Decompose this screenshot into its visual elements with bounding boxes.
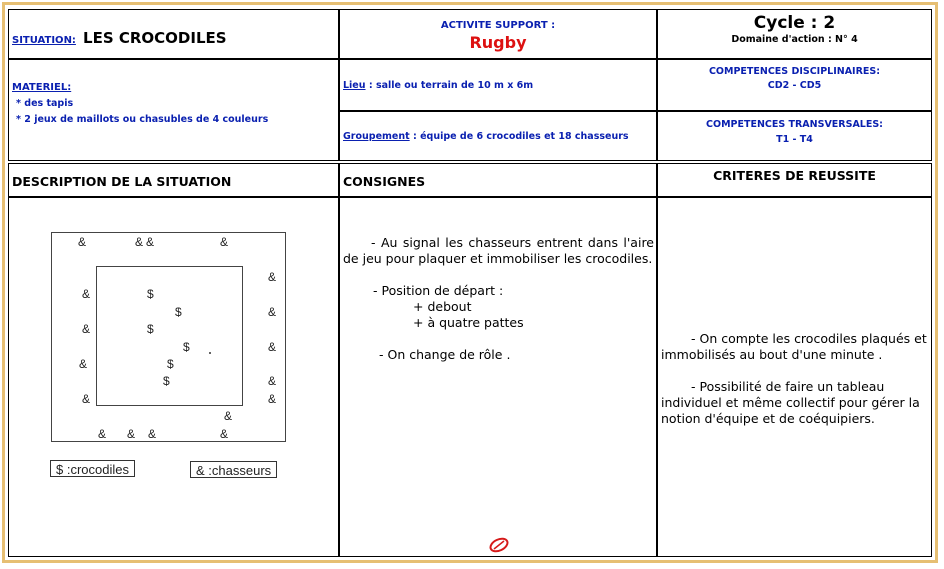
description-header-cell [8, 163, 339, 197]
crocodile-symbol: $ [183, 340, 190, 354]
criteres-cell [657, 197, 932, 557]
chasseur-symbol: & [220, 427, 229, 441]
lieu-text: : salle ou terrain de 10 m x 6m [365, 80, 534, 91]
chasseur-symbol: & [82, 287, 91, 301]
competences-disc-label: COMPETENCES DISCIPLINAIRES: [708, 66, 881, 77]
description-cell [8, 197, 339, 557]
criteres-header-cell [657, 163, 932, 197]
competences-trans-value: T1 - T4 [776, 134, 813, 145]
consigne-signal: - Au signal les chasseurs entrent dans l'aire de jeu pour plaquer et immobiliser les crocodiles. [343, 235, 654, 266]
cycle-cell [657, 9, 932, 59]
chasseur-symbol: & [82, 392, 91, 406]
consigne-position-item: + à quatre pattes [413, 315, 524, 330]
chasseur-symbol: & [146, 235, 155, 249]
activite-label: ACTIVITE SUPPORT : [440, 20, 556, 31]
consignes-cell [339, 197, 657, 557]
crocodile-symbol: $ [175, 305, 182, 319]
chasseur-symbol: & [268, 374, 277, 388]
groupement-label: Groupement [343, 131, 410, 142]
competences-disc-cell [657, 59, 932, 111]
description-header: DESCRIPTION DE LA SITUATION [12, 174, 232, 189]
materiel-cell [8, 59, 339, 161]
crocodile-symbol: $ [147, 322, 154, 336]
crocodile-symbol: $ [167, 357, 174, 371]
activite-sport: Rugby [469, 33, 527, 52]
chasseur-symbol: & [135, 235, 144, 249]
competences-trans-label: COMPETENCES TRANSVERSALES: [706, 119, 883, 130]
situation-cell [8, 9, 339, 59]
chasseur-symbol: & [268, 392, 277, 406]
chasseur-symbol: & [148, 427, 157, 441]
chasseur-symbol: & [127, 427, 136, 441]
lieu-cell [339, 59, 657, 111]
domaine-label: Domaine d'action : N° 4 [731, 34, 858, 45]
chasseur-symbol: & [268, 340, 277, 354]
chasseur-symbol: & [98, 427, 107, 441]
chasseur-symbol: & [224, 409, 233, 423]
materiel-label: MATERIEL: [12, 82, 72, 93]
chasseur-symbol: & [78, 235, 87, 249]
lieu-label: Lieu [343, 80, 366, 91]
consignes-header: CONSIGNES [343, 174, 426, 189]
materiel-item: * des tapis [16, 98, 74, 109]
rugby-ball-icon [488, 537, 510, 553]
situation-label: SITUATION: [12, 35, 76, 46]
consignes-header-cell [339, 163, 657, 197]
groupement-text: : équipe de 6 crocodiles et 18 chasseurs [409, 131, 629, 142]
chasseur-symbol: & [268, 305, 277, 319]
criteres-header: CRITERES DE REUSSITE [713, 168, 876, 183]
competences-trans-cell [657, 111, 932, 161]
critere-compte: - On compte les crocodiles plaqués et immobilisés au bout d'une minute . [661, 331, 927, 362]
ball-dot [209, 352, 211, 354]
consigne-position-item: + debout [413, 299, 472, 314]
crocodile-symbol: $ [163, 374, 170, 388]
groupement-cell [339, 111, 657, 161]
consigne-change-role: - On change de rôle . [379, 347, 511, 362]
chasseur-symbol: & [79, 357, 88, 371]
legend-chasseurs: & :chasseurs [190, 461, 277, 478]
activite-cell [339, 9, 657, 59]
materiel-item: * 2 jeux de maillots ou chasubles de 4 couleurs [16, 114, 269, 125]
chasseur-symbol: & [82, 322, 91, 336]
competences-disc-value: CD2 - CD5 [767, 80, 822, 91]
cycle-label: Cycle : 2 [753, 13, 836, 33]
legend-crocodiles: $ :crocodiles [50, 460, 135, 477]
critere-tableau: - Possibilité de faire un tableau individuel et même collectif pour gérer la notion d'équipe et de coéquipiers. [661, 379, 920, 426]
chasseur-symbol: & [220, 235, 229, 249]
crocodile-symbol: $ [147, 287, 154, 301]
consigne-position-title: - Position de départ : [373, 283, 504, 298]
chasseur-symbol: & [268, 270, 277, 284]
situation-title: LES CROCODILES [83, 29, 227, 47]
